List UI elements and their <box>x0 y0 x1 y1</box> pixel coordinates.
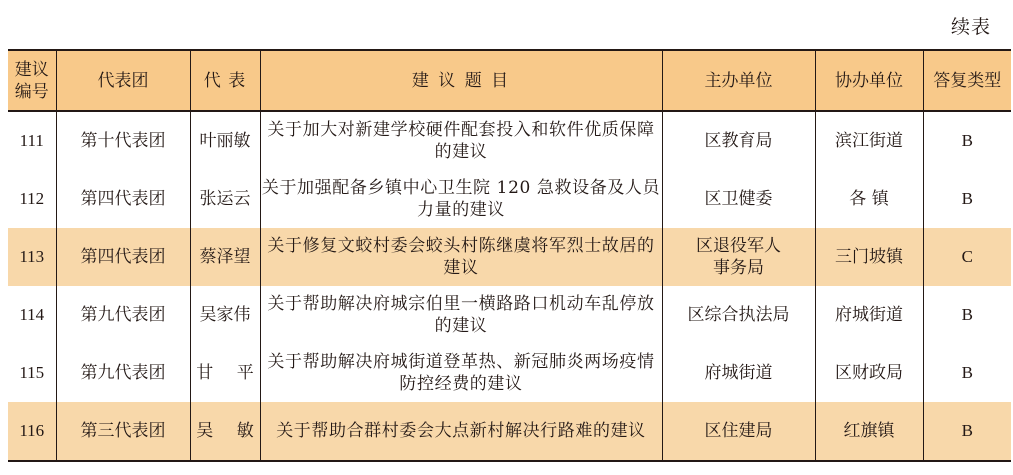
cell-host-unit: 府城街道 <box>662 344 815 402</box>
table-row <box>8 286 1011 344</box>
cell-representative: 吴家伟 <box>190 286 260 344</box>
cell-host-unit <box>662 228 815 286</box>
table-row <box>8 228 1011 286</box>
cell-reply-type: B <box>923 286 1011 344</box>
cell-assist-unit: 府城街道 <box>815 286 923 344</box>
cell-title: 关于帮助解决府城街道登革热、新冠肺炎两场疫情防控经费的建议 <box>260 344 662 402</box>
cell-no: 112 <box>19 189 45 208</box>
cell-representative: 张运云 <box>190 170 260 228</box>
cell-title: 关于修复文蛟村委会蛟头村陈继虞将军烈士故居的建议 <box>260 228 662 286</box>
cell-assist-unit: 滨江街道 <box>815 111 923 170</box>
cell-delegation: 第九代表团 <box>56 286 190 344</box>
suggestions-table <box>8 49 1011 462</box>
cell-representative: 甘 平 <box>190 344 260 402</box>
table-row <box>8 402 1011 461</box>
cell-assist-unit: 区财政局 <box>815 344 923 402</box>
header-suggestion-no-line2: 编号 <box>14 81 49 102</box>
cell-representative: 蔡泽望 <box>190 228 260 286</box>
cell-delegation: 第九代表团 <box>56 344 190 402</box>
cell-no: 115 <box>19 363 45 382</box>
cell-delegation: 第四代表团 <box>56 228 190 286</box>
cell-reply-type: B <box>923 111 1011 170</box>
cell-host-unit: 区住建局 <box>662 402 815 461</box>
cell-delegation: 第十代表团 <box>56 111 190 170</box>
continued-caption: 续表 <box>950 16 991 38</box>
cell-assist-unit: 红旗镇 <box>815 402 923 461</box>
cell-host-unit: 区综合执法局 <box>662 286 815 344</box>
cell-host-line2: 事务局 <box>713 258 764 278</box>
header-host-unit: 主办单位 <box>662 50 815 111</box>
cell-delegation: 第三代表团 <box>56 402 190 461</box>
table-row <box>8 111 1011 170</box>
cell-no: 113 <box>8 228 56 286</box>
cell-no: 116 <box>8 402 56 461</box>
header-assist-unit: 协办单位 <box>815 50 923 111</box>
cell-no: 114 <box>19 305 45 324</box>
cell-title: 关于加强配备乡镇中心卫生院 120 急救设备及人员力量的建议 <box>260 170 662 228</box>
cell-no: 111 <box>19 131 44 150</box>
header-representative: 代 表 <box>190 50 260 111</box>
cell-representative: 吴 敏 <box>190 402 260 461</box>
cell-host-unit: 区教育局 <box>662 111 815 170</box>
cell-delegation: 第四代表团 <box>56 170 190 228</box>
cell-title: 关于加大对新建学校硬件配套投入和软件优质保障的建议 <box>260 111 662 170</box>
cell-host-unit: 区卫健委 <box>662 170 815 228</box>
header-suggestion-no <box>8 50 56 111</box>
header-reply-type: 答复类型 <box>923 50 1011 111</box>
cell-host-line1: 区退役军人 <box>696 236 781 256</box>
cell-representative: 叶丽敏 <box>190 111 260 170</box>
table-row <box>8 170 1011 228</box>
cell-title: 关于帮助解决府城宗伯里一横路路口机动车乱停放的建议 <box>260 286 662 344</box>
cell-reply-type: C <box>923 228 1011 286</box>
header-title: 建 议 题 目 <box>260 50 662 111</box>
cell-reply-type: B <box>923 344 1011 402</box>
cell-assist-unit: 各 镇 <box>815 170 923 228</box>
table-row <box>8 344 1011 402</box>
header-delegation: 代表团 <box>56 50 190 111</box>
cell-reply-type: B <box>923 402 1011 461</box>
cell-reply-type: B <box>923 170 1011 228</box>
header-suggestion-no-line1: 建议 <box>14 59 49 80</box>
cell-assist-unit: 三门坡镇 <box>815 228 923 286</box>
table-header-row <box>8 50 1011 111</box>
cell-title: 关于帮助合群村委会大点新村解决行路难的建议 <box>260 402 662 461</box>
